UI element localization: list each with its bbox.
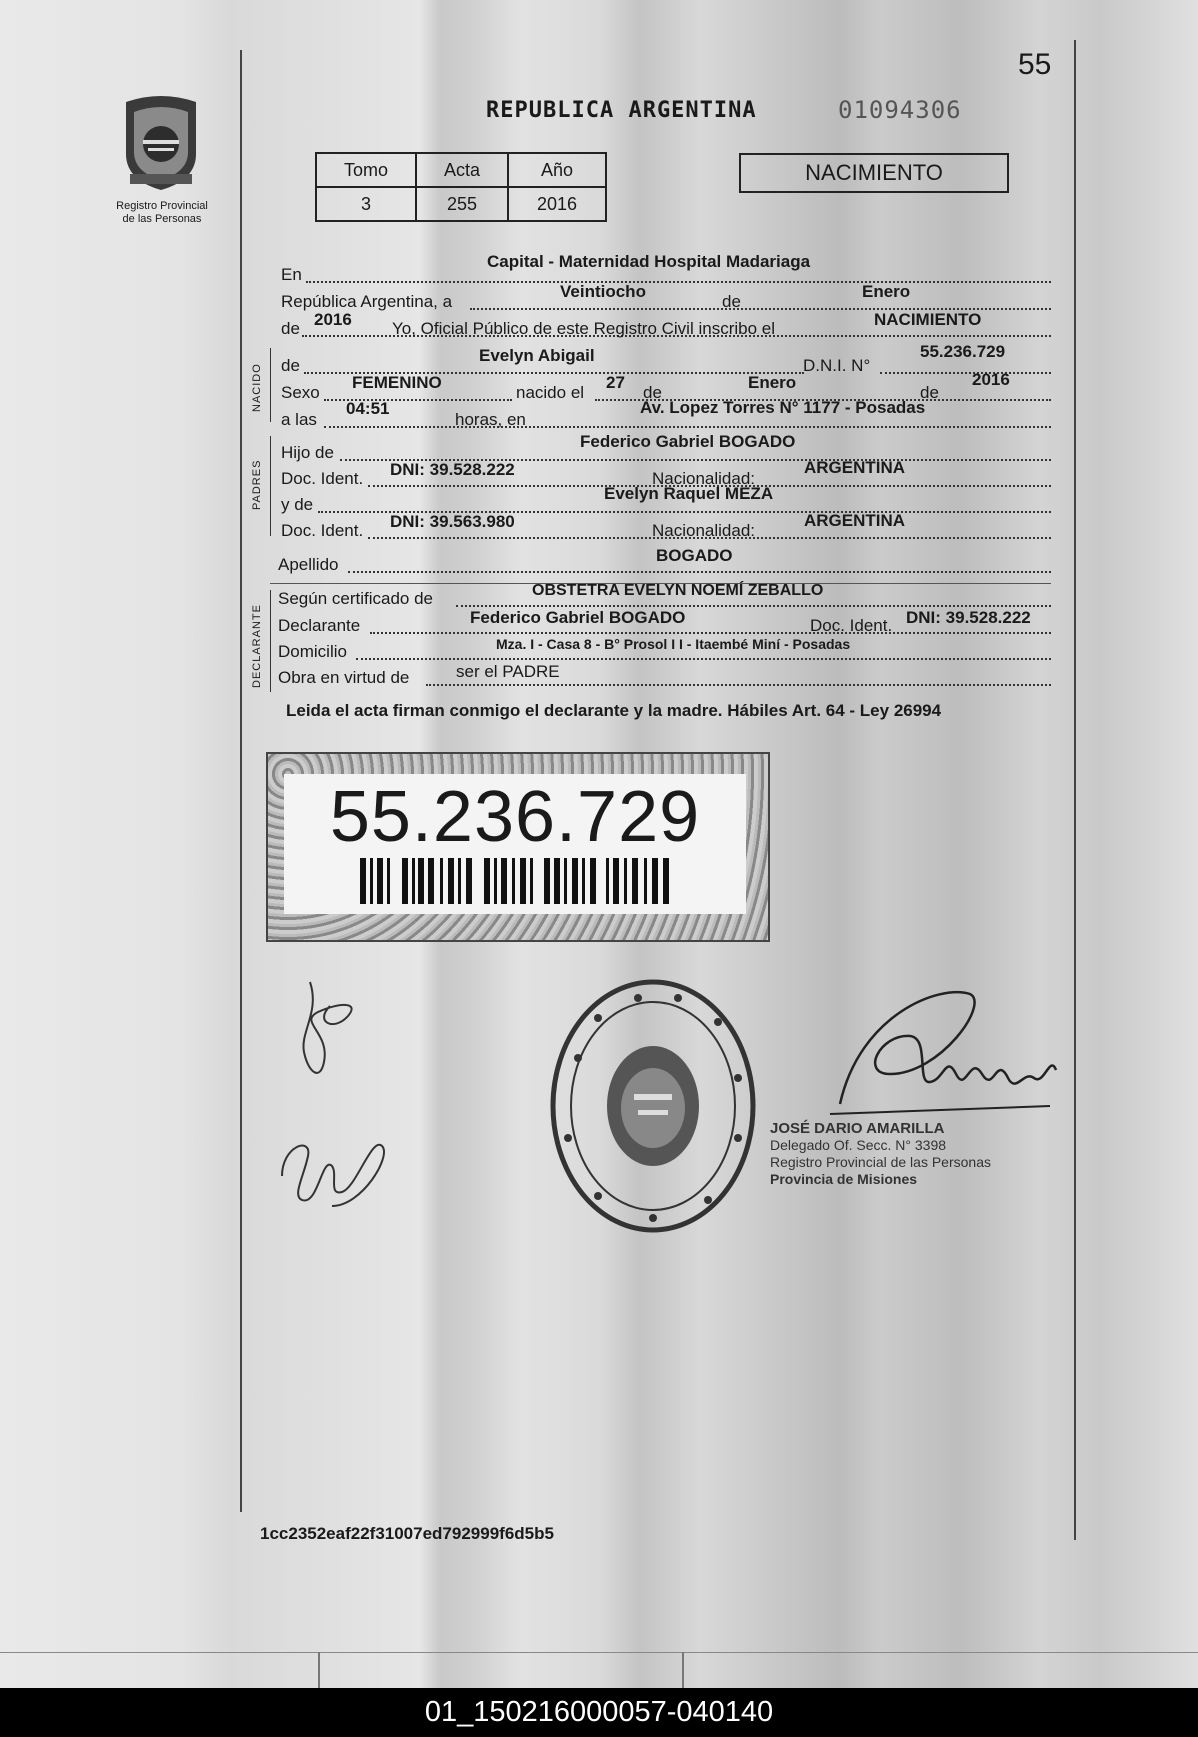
father-name-value: Federico Gabriel BOGADO	[580, 432, 796, 451]
domicilio-label: Domicilio	[278, 642, 347, 661]
child-name-value: Evelyn Abigail	[479, 346, 595, 365]
dotted-line	[880, 372, 1051, 374]
country-title: REPUBLICA ARGENTINA	[486, 98, 757, 123]
nacionalidad-label: Nacionalidad:	[652, 469, 756, 488]
page-edge-tick	[318, 1652, 320, 1688]
de-label: de	[722, 292, 741, 311]
file-id-strip: 01_150216000057-040140	[0, 1688, 1198, 1737]
declarante-doc-value: DNI: 39.528.222	[906, 608, 1031, 627]
nacido-section-label: NACIDO	[251, 363, 263, 412]
closing-statement: Leida el acta firman conmigo el declarante y la madre. Hábiles Art. 64 - Ley 26994	[286, 701, 942, 720]
hijo-label: Hijo de	[281, 443, 334, 462]
official-stamp	[548, 978, 758, 1234]
value-ano: 2016	[508, 187, 606, 221]
certificado-label: Según certificado de	[278, 589, 433, 608]
declarant-signature	[290, 972, 370, 1092]
header-ano: Año	[508, 153, 606, 187]
place-value: Capital - Maternidad Hospital Madariaga	[487, 252, 811, 271]
inscribo-value: NACIMIENTO	[874, 310, 982, 329]
dotted-line	[348, 571, 1051, 573]
mother-name-value: Evelyn Raquel MEZA	[604, 484, 774, 503]
de-label: de	[281, 319, 300, 338]
apellido-label: Apellido	[278, 555, 339, 574]
day-word-value: Veintiocho	[560, 282, 646, 301]
sexo-label: Sexo	[281, 383, 320, 402]
value-tomo: 3	[316, 187, 416, 221]
mother-nationality-value: ARGENTINA	[804, 511, 906, 530]
volume-table-values	[316, 187, 606, 221]
de-label: de	[920, 383, 939, 402]
barcode	[360, 858, 670, 904]
declarante-value: Federico Gabriel BOGADO	[470, 608, 686, 627]
de-label: de	[281, 356, 300, 375]
birth-time-value: 04:51	[346, 399, 390, 418]
right-margin-line	[1074, 40, 1076, 1540]
obra-label: Obra en virtud de	[278, 668, 410, 687]
official-name: JOSÉ DARIO AMARILLA	[770, 1120, 945, 1137]
official-office: Registro Provincial de las Personas	[770, 1154, 991, 1170]
dni-label: D.N.I. N°	[803, 356, 871, 375]
dotted-line	[306, 281, 1051, 283]
dotted-line	[370, 632, 1051, 634]
document-hash: 1cc2352eaf22f31007ed792999f6d5b5	[260, 1524, 554, 1543]
dni-sticker-number: 55.236.729	[329, 777, 701, 857]
record-type: NACIMIENTO	[739, 153, 1009, 193]
domicilio-value: Mza. I - Casa 8 - B° Prosol I I - Itaembé Miní - Posadas	[496, 636, 851, 652]
declarante-section-label: DECLARANTE	[251, 604, 263, 688]
dni-sticker	[266, 752, 770, 942]
inscribo-label: Yo, Oficial Público de este Registro Civil inscribo el	[392, 319, 775, 338]
obra-value: ser el PADRE	[456, 662, 560, 681]
de-label: de	[643, 383, 662, 402]
page-edge	[0, 1652, 1198, 1653]
dotted-line	[356, 658, 1051, 660]
volume-table	[315, 152, 607, 222]
section-bracket	[270, 590, 271, 692]
doc-label: Doc. Ident.	[810, 616, 893, 635]
a-las-label: a las	[281, 410, 317, 429]
declarante-label: Declarante	[278, 616, 361, 635]
y-de-label: y de	[281, 495, 314, 514]
nacionalidad-label: Nacionalidad:	[652, 521, 756, 540]
page-edge-tick	[682, 1652, 684, 1688]
en-label: En	[281, 265, 302, 284]
horas-label: horas, en	[455, 410, 526, 429]
volume-table-header	[316, 153, 606, 187]
mother-signature	[272, 1116, 402, 1226]
month-value: Enero	[862, 282, 911, 301]
header-acta: Acta	[416, 153, 508, 187]
birth-address-value: Av. Lopez Torres N° 1177 - Posadas	[640, 398, 926, 417]
official-province: Provincia de Misiones	[770, 1171, 918, 1187]
father-nationality-value: ARGENTINA	[804, 458, 906, 477]
registry-name	[98, 200, 226, 226]
registry-name-line2: de las Personas	[122, 213, 202, 225]
sexo-value: FEMENINO	[352, 373, 442, 392]
father-doc-value: DNI: 39.528.222	[390, 460, 515, 479]
page-number: 55	[1018, 48, 1052, 81]
registry-seal-logo	[118, 92, 204, 192]
header-tomo: Tomo	[316, 153, 416, 187]
registry-name-line1: Registro Provincial	[116, 200, 208, 212]
section-bracket	[270, 436, 271, 536]
dotted-line	[324, 426, 1051, 428]
serial-number: 01094306	[838, 96, 962, 124]
doc-label: Doc. Ident.	[281, 521, 364, 540]
year-value: 2016	[314, 310, 352, 329]
official-signature	[820, 974, 1060, 1134]
dni-sticker-label	[284, 774, 746, 914]
apellido-value: BOGADO	[656, 546, 733, 565]
child-dni-value: 55.236.729	[920, 342, 1006, 361]
official-role: Delegado Of. Secc. N° 3398	[770, 1137, 947, 1153]
birth-month-value: Enero	[748, 373, 797, 392]
doc-label: Doc. Ident.	[281, 469, 364, 488]
dotted-line	[426, 684, 1051, 686]
dotted-line	[456, 605, 1051, 607]
republica-label: República Argentina, a	[281, 292, 453, 311]
birth-year-value: 2016	[972, 370, 1010, 389]
birth-day-value: 27	[606, 373, 625, 392]
left-margin-line	[240, 50, 242, 1512]
nacido-el-label: nacido el	[516, 383, 585, 402]
mother-doc-value: DNI: 39.563.980	[390, 512, 515, 531]
padres-section-label: PADRES	[251, 459, 263, 510]
value-acta: 255	[416, 187, 508, 221]
certificado-value: OBSTETRA EVELYN NOEMÍ ZEBALLO	[532, 582, 824, 599]
section-bracket	[270, 348, 271, 422]
official-stamp-text	[770, 1120, 991, 1188]
